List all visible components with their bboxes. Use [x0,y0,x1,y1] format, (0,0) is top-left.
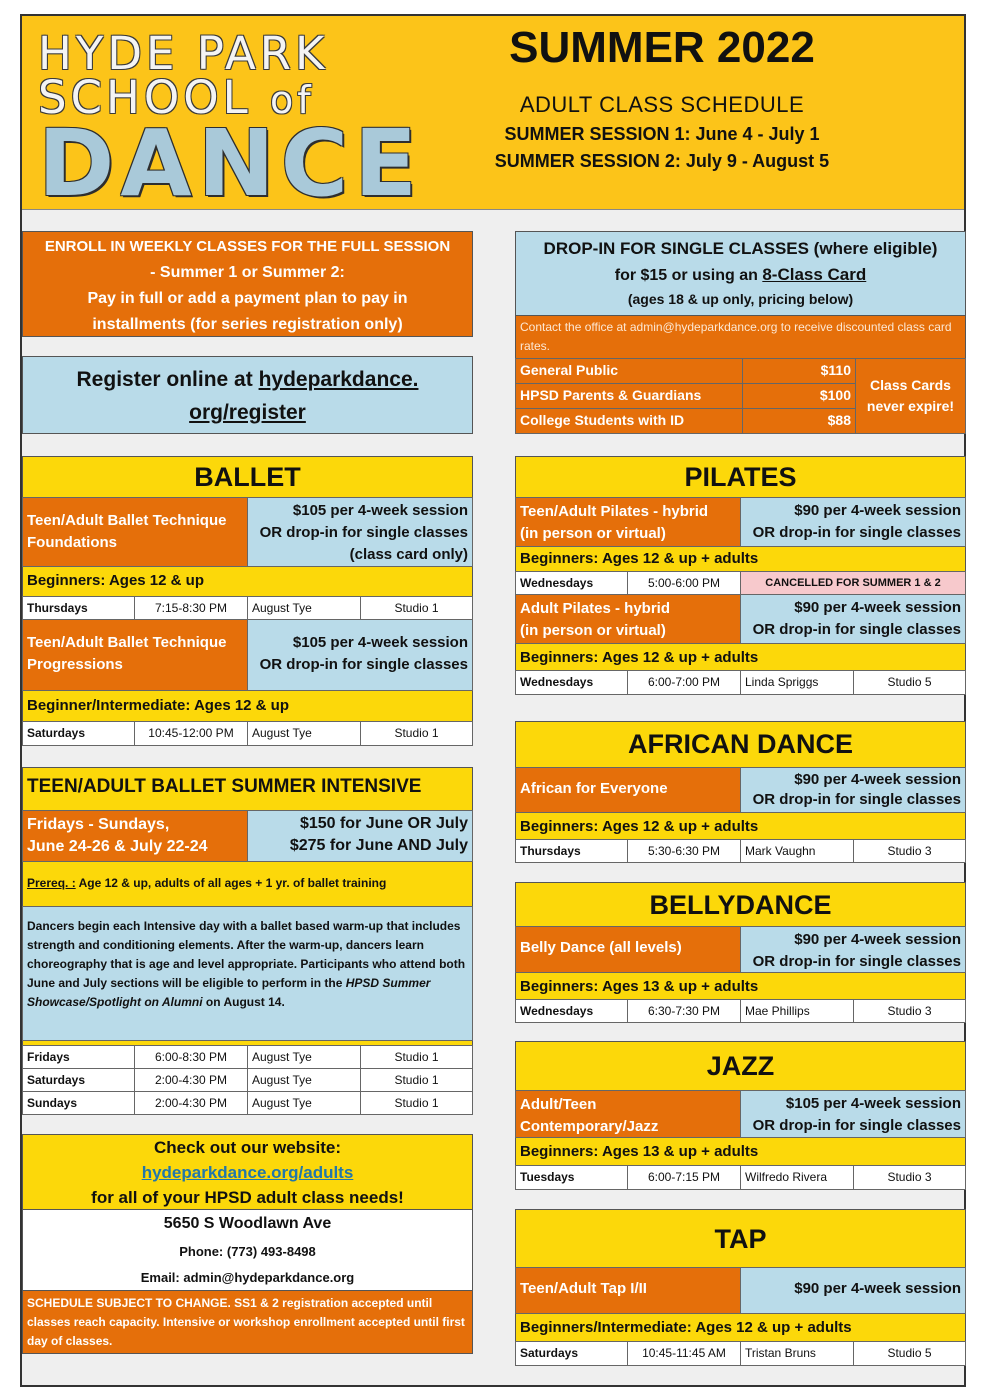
website-box [22,1134,473,1210]
pilates-class-1-level: Beginners: Ages 12 & up + adults [520,550,759,567]
tap-section [515,1209,966,1366]
ballet-class-2-day: Saturdays [22,721,135,746]
address: 5650 S Woodlawn Ave [163,1215,332,1232]
belly-level: Beginners: Ages 13 & up + adults [520,978,759,995]
african-time: 5:30-6:30 PM [627,839,741,863]
register-box [22,356,473,434]
tap-day: Saturdays [515,1341,628,1366]
ballet-class-2-price: $105 per 4-week session OR drop-in for single classes [247,619,473,691]
belly-day: Wednesdays [515,999,628,1023]
intensive-row-2-day: Saturdays [22,1068,135,1092]
intensive-description: Dancers begin each Intensive day with a ballet based warm-up that includes strength and conditioning elements. After the warm-up, dancers learn choreography that is age and level appropriate. Participants who attend both June and July sections will be eligible to perform in the HPSD Summer Showcase/Spotlight on Alumni on August 14. [22,906,473,1041]
intensive-row-2-studio: Studio 1 [360,1068,473,1092]
dropin-line-1: DROP-IN FOR SINGLE CLASSES (where eligible) [543,239,938,258]
intensive-row-1-time: 6:00-8:30 PM [134,1045,248,1069]
jazz-class-name: Adult/Teen Contemporary/Jazz [515,1090,741,1138]
ballet-class-2-level: Beginner/Intermediate: Ages 12 & up [27,697,290,714]
intensive-title: TEEN/ADULT BALLET SUMMER INTENSIVE [27,776,422,797]
logo-line-3: DANCE [38,110,423,217]
rate-2-price: $100 [742,383,856,409]
african-class-price: $90 per 4-week session OR drop-in for single classes [740,767,966,813]
ballet-class-2-time: 10:45-12:00 PM [134,721,248,746]
dropin-box [515,231,966,316]
website-link[interactable]: hydeparkdance.org/adults [141,1163,354,1182]
rate-2-label: HPSD Parents & Guardians [515,383,743,409]
intensive-row-1-day: Fridays [22,1045,135,1069]
african-section [515,721,966,862]
page-title: SUMMER 2022 [509,23,815,72]
african-title: AFRICAN DANCE [628,729,853,759]
african-teacher: Mark Vaughn [740,839,854,863]
intensive-dates: Fridays - Sundays, June 24-26 & July 22-24 [22,810,248,862]
rate-1-label: General Public [515,358,743,384]
belly-title: BELLYDANCE [649,890,832,920]
dropin-line-3: (ages 18 & up only, pricing below) [627,291,854,307]
pilates-class-2-name: Adult Pilates - hybrid (in person or virtual) [515,594,741,644]
session-2-dates: SUMMER SESSION 2: July 9 - August 5 [494,151,830,171]
register-link-part-2[interactable]: org/register [189,401,306,424]
tap-studio: Studio 5 [853,1341,966,1366]
ballet-class-1-time: 7:15-8:30 PM [134,596,248,620]
rate-1-price: $110 [742,358,856,384]
enroll-line-3: Pay in full or add a payment plan to pay in [87,290,408,307]
email: Email: admin@hydeparkdance.org [140,1270,355,1285]
intensive-row-3-day: Sundays [22,1091,135,1115]
contact-box [22,1209,473,1291]
pilates-class-1-time: 5:00-6:00 PM [627,571,741,595]
pilates-class-2-time: 6:00-7:00 PM [627,670,741,695]
jazz-day: Tuesdays [515,1165,628,1190]
phone: Phone: (773) 493-8498 [179,1244,316,1259]
header-titles [452,22,872,172]
intensive-row-3-teacher: August Tye [247,1091,361,1115]
logo-line-2: SCHOOL of [38,71,315,124]
tap-class-price: $90 per 4-week session [740,1267,966,1314]
pilates-class-2-teacher: Linda Spriggs [740,670,854,695]
enroll-line-4: installments (for series registration only) [92,316,403,333]
intensive-row-1-teacher: August Tye [247,1045,361,1069]
african-studio: Studio 3 [853,839,966,863]
pilates-title: PILATES [684,462,797,492]
school-logo [38,27,423,217]
pilates-section [515,456,966,694]
jazz-time: 6:00-7:15 PM [627,1165,741,1190]
header-banner [22,16,964,217]
african-level: Beginners: Ages 12 & up + adults [520,818,759,835]
intensive-section [22,767,473,1114]
intensive-row-3-studio: Studio 1 [360,1091,473,1115]
register-link-part-1[interactable]: hydeparkdance. [258,368,419,391]
intensive-price: $150 for June OR July $275 for June AND July [247,810,473,862]
ballet-class-2-name: Teen/Adult Ballet Technique Progressions [22,619,248,691]
enroll-box [22,231,473,337]
ballet-class-2-studio: Studio 1 [360,721,473,746]
pilates-class-1-day: Wednesdays [515,571,628,595]
ballet-class-1-teacher: August Tye [247,596,361,620]
african-class-name: African for Everyone [515,767,741,813]
class-card-link[interactable]: 8-Class Card [762,265,867,284]
belly-class-name: Belly Dance (all levels) [515,926,741,973]
jazz-teacher: Wilfredo Rivera [740,1165,854,1190]
enroll-line-2: - Summer 1 or Summer 2: [150,264,345,281]
belly-class-price: $90 per 4-week session OR drop-in for single classes [740,926,966,973]
website-line-1: Check out our website: [153,1138,342,1157]
pilates-class-2-level: Beginners: Ages 12 & up + adults [520,649,759,666]
tap-title: TAP [714,1224,767,1254]
intensive-prereq: Prereq. : Age 12 & up, adults of all ages + 1 yr. of ballet training [27,876,387,890]
flyer-frame [20,14,966,1387]
website-line-3: for all of your HPSD adult class needs! [91,1188,404,1207]
dropin-contact: Contact the office at admin@hydeparkdance.org to receive discounted class card rates. [515,315,966,359]
rate-3-price: $88 [742,408,856,434]
intensive-row-1-studio: Studio 1 [360,1045,473,1069]
jazz-section [515,1041,966,1189]
belly-studio: Studio 3 [853,999,966,1023]
intensive-row-2-teacher: August Tye [247,1068,361,1092]
class-card-note: Class Cards never expire! [855,358,966,434]
disclaimer-text: SCHEDULE SUBJECT TO CHANGE. SS1 & 2 registration accepted until classes reach capacity. Intensive or workshop enrollment accepted until first day of classes. [27,1296,465,1348]
pilates-cancelled-note: CANCELLED FOR SUMMER 1 & 2 [740,571,966,595]
tap-class-name: Teen/Adult Tap I/II [515,1267,741,1314]
jazz-title: JAZZ [706,1051,775,1081]
pilates-class-1-name: Teen/Adult Pilates - hybrid (in person or virtual) [515,497,741,547]
jazz-studio: Studio 3 [853,1165,966,1190]
tap-level: Beginners/Intermediate: Ages 12 & up + adults [520,1319,852,1336]
pilates-class-1-price: $90 per 4-week session OR drop-in for single classes [740,497,966,547]
ballet-class-1-level: Beginners: Ages 12 & up [27,572,204,589]
rate-3-label: College Students with ID [515,408,743,434]
tap-teacher: Tristan Bruns [740,1341,854,1366]
jazz-level: Beginners: Ages 13 & up + adults [520,1143,759,1160]
dropin-line-2: for $15 or using an [614,267,763,284]
enroll-line-1: ENROLL IN WEEKLY CLASSES FOR THE FULL SESSION [44,238,451,255]
tap-time: 10:45-11:45 AM [627,1341,741,1366]
page-subtitle: ADULT CLASS SCHEDULE [519,92,805,117]
pilates-class-2-price: $90 per 4-week session OR drop-in for single classes [740,594,966,644]
belly-teacher: Mae Phillips [740,999,854,1023]
ballet-class-1-studio: Studio 1 [360,596,473,620]
session-1-dates: SUMMER SESSION 1: June 4 - July 1 [504,124,820,144]
ballet-class-2-teacher: August Tye [247,721,361,746]
african-day: Thursdays [515,839,628,863]
logo-line-1: HYDE PARK [38,27,329,80]
disclaimer-box [22,1290,473,1354]
pilates-class-2-studio: Studio 5 [853,670,966,695]
belly-section [515,882,966,1022]
register-text: Register online at [76,368,259,391]
pilates-class-2-day: Wednesdays [515,670,628,695]
ballet-section [22,456,473,746]
jazz-class-price: $105 per 4-week session OR drop-in for single classes [740,1090,966,1138]
ballet-title: BALLET [194,462,301,492]
intensive-row-3-time: 2:00-4:30 PM [134,1091,248,1115]
belly-time: 6:30-7:30 PM [627,999,741,1023]
ballet-class-1-price: $105 per 4-week session OR drop-in for single classes (class card only) [247,497,473,567]
intensive-row-2-time: 2:00-4:30 PM [134,1068,248,1092]
ballet-class-1-day: Thursdays [22,596,135,620]
ballet-class-1-name: Teen/Adult Ballet Technique Foundations [22,497,248,567]
